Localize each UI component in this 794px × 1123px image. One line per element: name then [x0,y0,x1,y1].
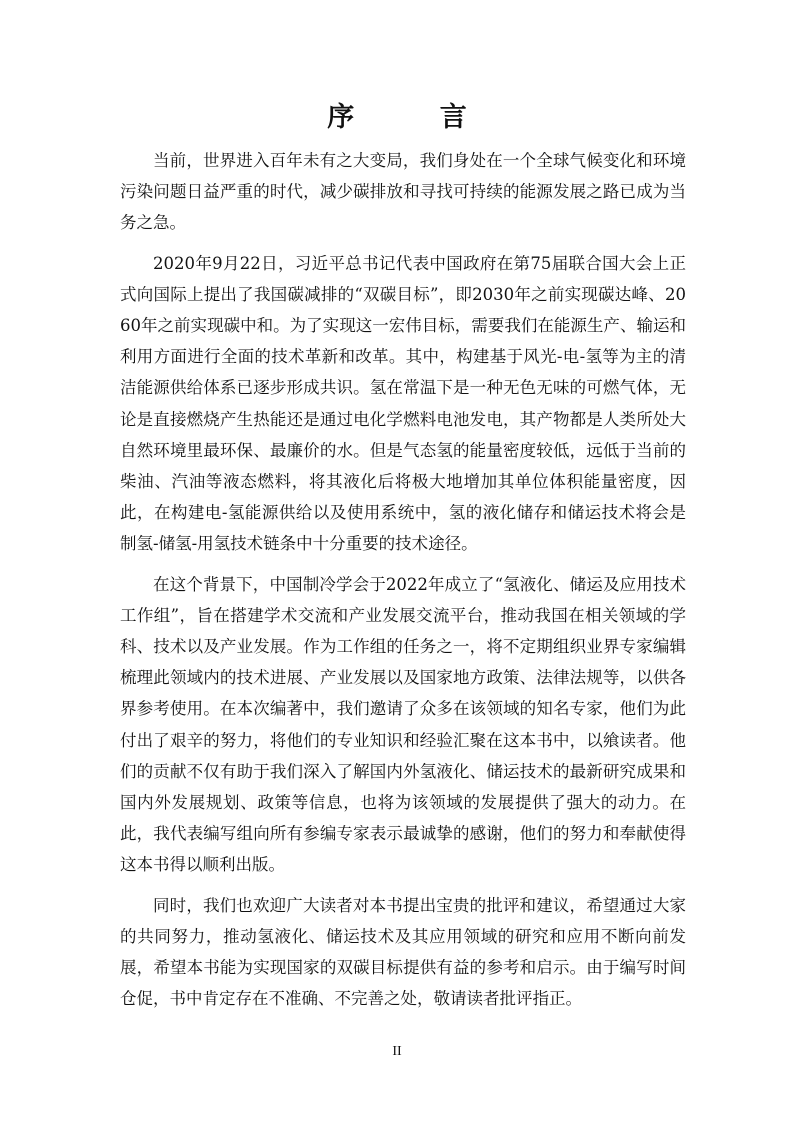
preface-body [120,145,686,1014]
page-number: II [392,1044,402,1059]
paragraph-2: 2020年9月22日，习近平总书记代表中国政府在第75届联合国大会上正式向国际上提出了我国碳减排的“双碳目标”，即2030年之前实现碳达峰、2060年之前实现碳中和。为了实现这一宏伟目标，需要我们在能源生产、输运和利用方面进行全面的技术革新和改革。其中，构建基于风光-电-氢等为主的清洁能源供给体系已逐步形成共识。氢在常温下是一种无色无味的可燃气体，无论是直接燃烧产生热能还是通过电化学燃料电池发电，其产物都是人类所处大自然环境里最环保、最廉价的水。但是气态氢的能量密度较低，远低于当前的柴油、汽油等液态燃料，将其液化后将极大地增加其单位体积能量密度，因此，在构建电-氢能源供给以及使用系统中，氢的液化储存和储运技术将会是制氢-储氢-用氢技术链条中十分重要的技术途径。 [120,253,686,554]
paragraph-1: 当前，世界进入百年未有之大变局，我们身处在一个全球气候变化和环境污染问题日益严重的时代，减少碳排放和寻找可持续的能源发展之路已成为当务之急。 [120,151,686,233]
paragraph-3: 在这个背景下，中国制冷学会于2022年成立了“氢液化、储运及应用技术工作组”，旨在搭建学术交流和产业发展交流平台，推动我国在相关领域的学科、技术以及产业发展。作为工作组的任务之一，将不定期组织业界专家编辑梳理此领域内的技术进展、产业发展以及国家地方政策、法律法规等，以供各界参考使用。在本次编著中，我们邀请了众多在该领域的知名专家，他们为此付出了艰辛的努力，将他们的专业知识和经验汇聚在这本书中，以飨读者。他们的贡献不仅有助于我们深入了解国内外氢液化、储运技术的最新研究成果和国内外发展规划、政策等信息，也将为该领域的发展提供了强大的动力。在此，我代表编写组向所有参编专家表示最诚挚的感谢，他们的努力和奉献使得这本书得以顺利出版。 [120,574,686,875]
page-title: 序 言 [327,102,505,133]
paragraph-4: 同时，我们也欢迎广大读者对本书提出宝贵的批评和建议，希望通过大家的共同努力，推动氢液化、储运技术及其应用领域的研究和应用不断向前发展，希望本书能为实现国家的双碳目标提供有益的参考和启示。由于编写时间仓促，书中肯定存在不准确、不完善之处，敬请读者批评指正。 [120,895,686,1009]
